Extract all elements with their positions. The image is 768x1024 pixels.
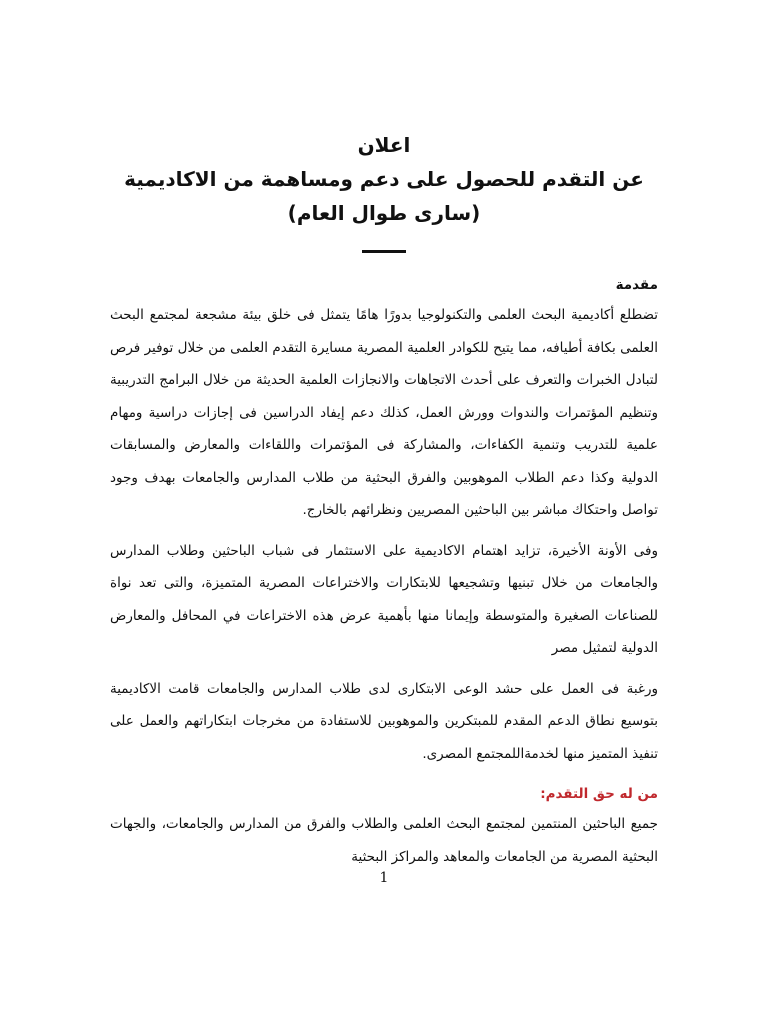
eligibility-heading: من له حق التقدم: (540, 786, 658, 802)
page-number: 1 (379, 870, 389, 886)
announcement-title-block (110, 128, 658, 230)
intro-paragraph-3: ورغبة فى العمل على حشد الوعى الابتكارى لدى طلاب المدارس والجامعات قامت الاكاديمية بتوسيع نطاق الدعم المقدم للمبتكرين والموهوبين للاستفادة من مخرجات ابتكاراتهم والعمل على تنفيذ المتميز منها لخدمةاللمجتمع المصرى. (110, 680, 658, 762)
announcement-validity: (سارى طوال العام) (287, 201, 481, 225)
title-divider (362, 250, 406, 253)
intro-paragraph-1: تضطلع أكاديمية البحث العلمى والتكنولوجيا بدورًا هامًا يتمثل فى خلق بيئة مشجعة لمجتمع البحث العلمى بكافة أطيافه، مما يتيح للكوادر العلمية المصرية مسايرة التقدم العلمى من خلال توفير فرص لتبادل الخبرات والتعرف على أحدث الاتجاهات والانجازات العلمية الحديثة من خلال البرامج التدريبية وتنظيم المؤتمرات والندوات وورش العمل، كذلك دعم إيفاد الدراسين فى إجازات دراسية ومهام علمية للتدريب وتنمية الكفاءات، والمشاركة فى المؤتمرات واللقاءات والمعارض والمسابقات الدولية وكذا دعم الطلاب الموهوبين والفرق البحثية من طلاب المدارس والجامعات بهدف وجود تواصل واحتكاك مباشر بين الباحثين المصريين ونظرائهم بالخارج. (110, 307, 658, 518)
eligibility-paragraph: جميع الباحثين المنتمين لمجتمع البحث العلمى والطلاب والفرق من المدارس والجامعات، والجهات البحثية المصرية من الجامعات والمعاهد والمراكز البحثية (110, 816, 658, 865)
announcement-title: اعلان (357, 133, 411, 157)
intro-paragraph-2: وفى الأونة الأخيرة، تزايد اهتمام الاكاديمية على الاستثمار فى شباب الباحثين وطلاب المدارس والجامعات من خلال تبنيها وتشجيعها للابتكارات والاختراعات المصرية المتميزة، والتى تعد نواة للصناعات الصغيرة والمتوسطة وإيمانا منها بأهمية عرض هذه الاختراعات في المحافل والمعارض الدولية لتمثيل مصر (110, 542, 658, 656)
announcement-subject: عن التقدم للحصول على دعم ومساهمة من الاكاديمية (124, 167, 644, 191)
intro-heading: مقدمة (615, 277, 658, 293)
